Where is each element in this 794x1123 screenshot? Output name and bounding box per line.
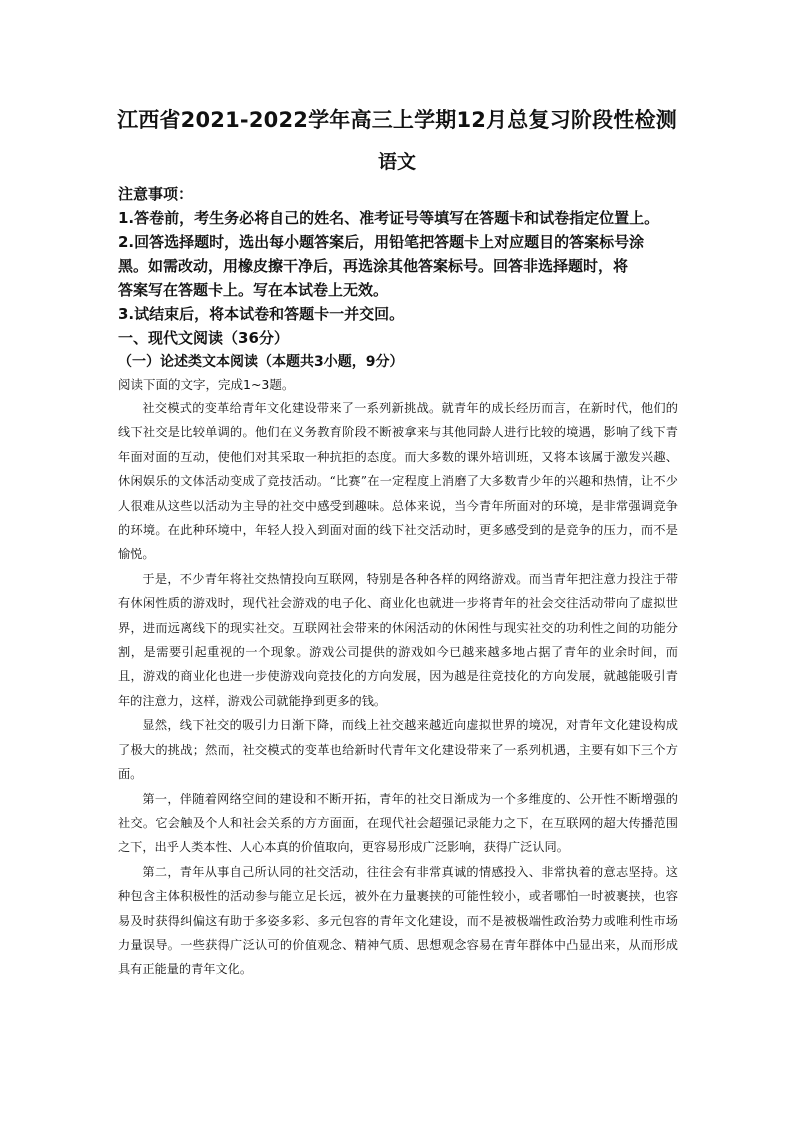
notice-line: 2.回答选择题时，选出每小题答案后，用铅笔把答题卡上对应题目的答案标号涂: [118, 233, 645, 251]
notice-block: [118, 182, 698, 326]
subsection-heading: （一）论述类文本阅读（本题共3小题，9分）: [118, 354, 404, 370]
passage-paragraph: 显然，线下社交的吸引力日渐下降，而线上社交越来越近向虚拟世界的境况，对青年文化建设构成了极大的挑战；然而，社交模式的变革也给新时代青年文化建设带来了一系列机遇，主要有如下三个方面。: [118, 718, 678, 782]
notice-line: 1.答卷前，考生务必将自己的姓名、准考证号等填写在答题卡和试卷指定位置上。: [118, 209, 660, 227]
passage-paragraph: 于是，不少青年将社交热情投向互联网，特别是各种各样的网络游戏。而当青年把注意力投注于带有休闲性质的游戏时，现代社会游戏的电子化、商业化也就进一步将青年的社会交往活动带向了虚拟世界，进而远离线下的现实社交。互联网社会带来的休闲活动的休闲性与现实社交的功利性之间的功能分割，是需要引起重视的一个现象。游戏公司提供的游戏如今已越来越多地占据了青年的业余时间，而且，游戏的商业化也进一步使游戏向竞技化的方向发展，因为越是往竞技化的方向发展，就越能吸引青年的注意力，这样，游戏公司就能挣到更多的钱。: [118, 571, 678, 708]
subject-title: 语文: [377, 151, 416, 173]
passage-paragraph: 社交模式的变革给青年文化建设带来了一系列新挑战。就青年的成长经历而言，在新时代，他们的线下社交是比较单调的。他们在义务教育阶段不断被拿来与其他同龄人进行比较的境遇，影响了线下青年面对面的互动，使他们对其采取一种抗拒的态度。而大多数的课外培训班，又将本该属于激发兴趣、休闲娱乐的文体活动变成了竞技活动。“比赛”在一定程度上消磨了大多数青少年的兴趣和热情，让不少人很难从这些以活动为主导的社交中感受到趣味。总体来说，当今青年所面对的环境，是非常强调竞争的环境。在此种环境中，年轻人投入到面对面的线下社交活动时，更多感受到的是竞争的压力，而不是愉悦。: [118, 401, 678, 562]
document-title: 江西省2021-2022学年高三上学期12月总复习阶段性检测: [117, 108, 677, 132]
passage-paragraph: 第二，青年从事自己所认同的社交活动，往往会有非常真诚的情感投入、非常执着的意志坚持。这种包含主体积极性的活动参与能立足长远，被外在力量裹挟的可能性较小，或者哪怕一时被裹挟，也容易及时获得纠偏这有助于多姿多彩、多元包容的青年文化建设，而不是被极端性政治势力或唯利性市场力量误导。一些获得广泛认可的价值观念、精神气质、思想观念容易在青年群体中凸显出来，从而形成具有正能量的青年文化。: [118, 864, 678, 977]
section-heading: 一、现代文阅读（36分）: [118, 329, 289, 347]
notice-line: 黑。如需改动，用橡皮擦干净后，再选涂其他答案标号。回答非选择题时，将: [118, 257, 629, 275]
notice-line: 3.试结束后，将本试卷和答题卡一并交回。: [118, 305, 405, 323]
notice-line: 答案写在答题卡上。写在本试卷上无效。: [118, 281, 389, 299]
reading-passage: [118, 396, 678, 982]
passage-paragraph: 第一，伴随着网络空间的建设和不断开拓，青年的社交日渐成为一个多维度的、公开性不断增强的社交。它会触及个人和社会关系的方方面面，在现代社会超强记录能力之下，在互联网的超大传播范围之下，出乎人类本性、人心本真的价值取向，更容易形成广泛影响，获得广泛认同。: [118, 791, 678, 855]
notice-heading: 注意事项：: [118, 185, 194, 203]
reading-instruction: 阅读下面的文字，完成1~3题。: [118, 377, 295, 392]
